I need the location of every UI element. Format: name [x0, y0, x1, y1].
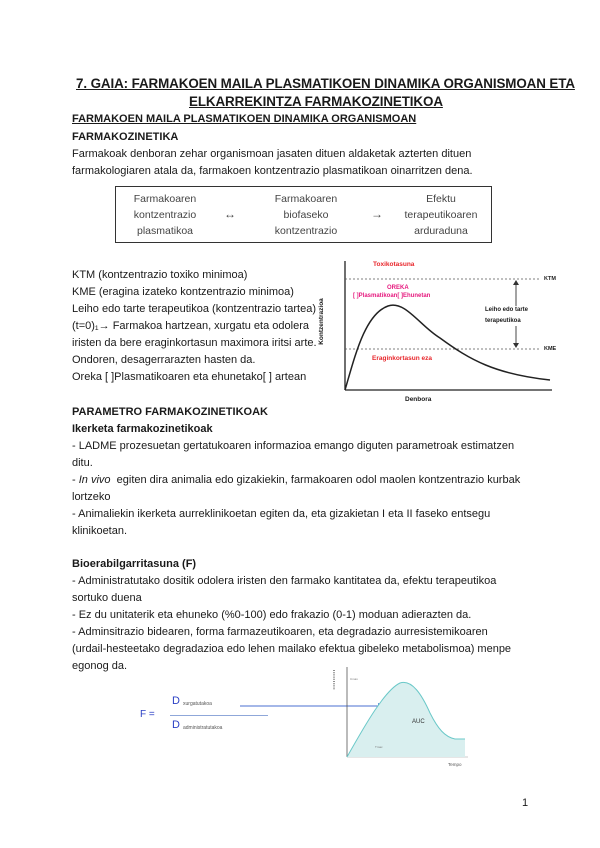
- formula-denominator-d: D: [172, 719, 180, 731]
- ikerketa-line-3-prefix: -: [72, 474, 79, 486]
- intro-line-2: farmakologiaren atala da, farmakoen kontzentrazio plasmatikoan oinarritzen dena.: [72, 165, 473, 177]
- flow-cell3-line3: arduraduna: [414, 225, 468, 237]
- chart-label-kme: KME: [544, 346, 557, 352]
- flow-cell1-line3: plasmatikoa: [136, 225, 194, 237]
- bioavail-line-4: - Adminsitrazio bidearen, forma farmazeutikoaren, eta degradazio aurresistemikoaren: [72, 626, 488, 638]
- bioavail-line-5: (urdail-hesteetako degradazioa edo lehen mailako efektua gibeleko metabolismoa) menpe: [72, 643, 512, 655]
- formula-numerator-d: D: [172, 695, 180, 707]
- flow-cell-biophase: [266, 191, 346, 239]
- formula-denominator-sub: administratutakoa: [183, 725, 223, 731]
- chart-label-therapeutic-window: Leiho edo tarte terapeutikoa: [485, 307, 529, 324]
- tmax-label: Tmax: [375, 745, 383, 749]
- flow-cell2-line3: kontzentrazio: [274, 225, 338, 237]
- ikerketa-line-3-rest: egiten dira animalia edo gizakiekin, farmakoaren odol maolen kontzentrazio kurbak: [110, 474, 521, 486]
- concentration-time-chart: [317, 256, 560, 406]
- definition-max-efficacy: iristen da bere eraginkortasun maximora iritsi arte.: [72, 337, 317, 349]
- cmax-label: Cmax: [350, 677, 358, 681]
- chart-xlabel: Denbora: [405, 396, 432, 403]
- auc-curve-svg: [330, 665, 470, 775]
- concentration-curve-svg: [317, 256, 560, 406]
- formula-lhs: F =: [140, 709, 155, 720]
- definition-kme: KME (eragina izateko kontzentrazio minimoa): [72, 286, 294, 298]
- bioavail-line-3: - Ez du unitaterik eta ehuneko (%0-100) edo frakazio (0-1) moduan adierazten da.: [72, 609, 472, 621]
- chart-label-toxicity: Toxikotasuna: [373, 261, 415, 268]
- section-heading: FARMAKOEN MAILA PLASMATIKOEN DINAMIKA ORGANISMOAN: [72, 113, 417, 125]
- subheading-farmakozinetika: FARMAKOZINETIKA: [72, 131, 179, 143]
- flow-cell2-line2: biofaseko: [283, 209, 329, 221]
- bioavail-line-6: egonog da.: [72, 660, 128, 672]
- ikerketa-line-2: ditu.: [72, 457, 93, 469]
- bioavail-line-2: sortuko duena: [72, 592, 142, 604]
- definition-equilibrium: Oreka [ ]Plasmatikoaren eta ehunetako[ ] artean: [72, 371, 307, 383]
- ikerketa-line-5: - Animaliekin ikerketa aurreklinikoetan egiten da, eta gizakietan I eta II faseko entsegu: [72, 508, 491, 520]
- flow-cell3-line1: Efektu: [426, 193, 456, 205]
- bioavail-heading: Bioerabilgarritasuna (F): [72, 558, 197, 570]
- auc-xlabel: Tempo: [448, 762, 462, 767]
- definition-therapeutic-window: Leiho edo tarte terapeutikoa (kontzentrazio tartea): [72, 303, 316, 315]
- flow-cell-plasmatic: [130, 191, 200, 239]
- definition-ktm: KTM (kontzentrazio toxiko minimoa): [72, 269, 248, 281]
- chart-label-ktm: KTM: [544, 276, 556, 282]
- bioavail-line-1: - Administratutako dositik odolera iristen den farmako kantitatea da, efektu terapeutikoa: [72, 575, 497, 587]
- document-title-line1: 7. GAIA: FARMAKOEN MAILA PLASMATIKOEN DINAMIKA ORGANISMOAN ETA: [76, 76, 575, 91]
- flow-cell3-line2: terapeutikoaren: [404, 209, 478, 221]
- bidirectional-arrow-icon: ↔: [224, 207, 236, 221]
- concentration-flow-box: [115, 186, 492, 243]
- flow-cell1-line1: Farmakoaren: [133, 193, 197, 205]
- param-heading: PARAMETRO FARMAKOZINETIKOAK: [72, 406, 268, 418]
- fraction-bar: [170, 715, 268, 716]
- ikerketa-line-3: [72, 472, 520, 488]
- document-title-line2: ELKARREKINTZA FARMAKOZINETIKOA: [189, 94, 443, 109]
- ikerketa-line-1: - LADME prozesuetan gertatukoaren informazioa emango diguten parametroak estimatzen: [72, 440, 515, 452]
- auc-label: AUC: [412, 719, 425, 725]
- formula-numerator-sub: xurgatutakoa: [183, 701, 212, 707]
- definition-elimination: Ondoren, desagerrarazten hasten da.: [72, 354, 256, 366]
- flow-cell-effect: [398, 191, 484, 239]
- flow-cell2-line1: Farmakoaren: [274, 193, 338, 205]
- chart-label-ineffective: Eraginkortasun eza: [372, 355, 432, 362]
- intro-line-1: Farmakoak denboran zehar organismoan jasaten dituen aldaketak azterten dituen: [72, 148, 472, 160]
- page-number: 1: [522, 797, 529, 809]
- ikerketa-heading: Ikerketa farmakozinetikoak: [72, 423, 213, 435]
- flow-cell1-line2: kontzentrazio: [133, 209, 197, 221]
- ikerketa-line-6: klinikoetan.: [72, 525, 128, 537]
- definition-t0: (t=0)₁→ Farmakoa hartzean, xurgatu eta odolera: [72, 320, 309, 332]
- chart-label-plasma-tissue: [ ]Plasmatikoan[ ]Ehunetan: [353, 293, 431, 299]
- right-arrow-icon: →: [371, 207, 383, 221]
- ikerketa-line-4: lortzeko: [72, 491, 111, 503]
- chart-ylabel: Kontzentrazioa: [317, 298, 325, 345]
- ikerketa-line-3-italic: In vivo: [78, 474, 111, 486]
- auc-chart: [330, 665, 470, 775]
- chart-label-equilibrium: OREKA: [387, 285, 409, 291]
